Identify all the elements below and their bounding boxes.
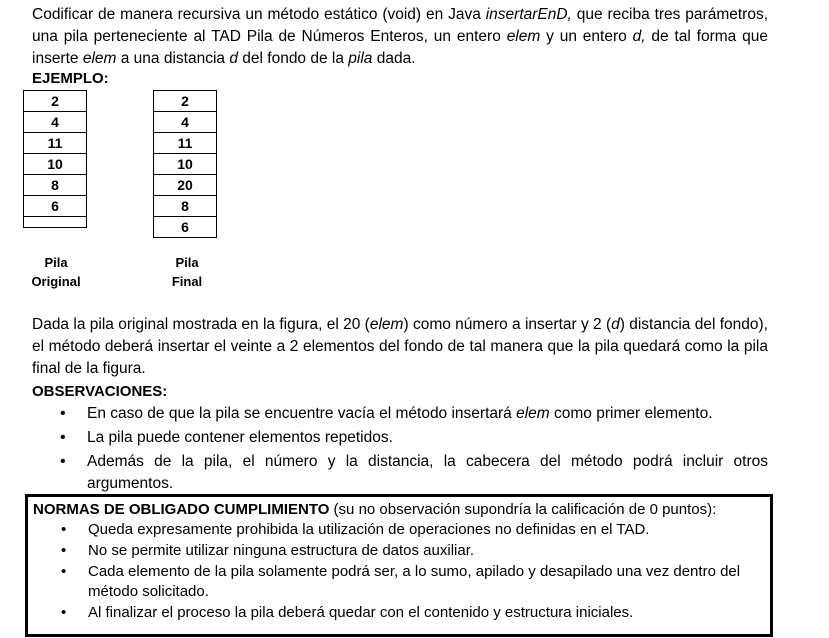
- list-item: [32, 403, 768, 425]
- elem-term: elem: [506, 28, 541, 45]
- elem-term: elem: [369, 316, 404, 333]
- d-term: d,: [632, 28, 646, 45]
- pila-term: pila: [348, 50, 373, 67]
- list-item: • La pila puede contener elementos repetidos.: [32, 427, 768, 449]
- observations-list: [32, 403, 768, 497]
- list-item: • Al finalizar el proceso la pila deberá quedar con el contenido y estructura iniciales.: [28, 603, 770, 623]
- intro-text: dada.: [372, 50, 416, 67]
- intro-text: que reciba tres parámetros, una pila perteneciente al TAD Pila de Números Enteros, un entero: [32, 6, 769, 45]
- original-stack: [23, 90, 87, 228]
- stack-cell: 10: [24, 154, 87, 175]
- original-stack-caption: [23, 253, 89, 291]
- elem-term: elem: [516, 405, 550, 422]
- list-item: • Queda expresamente prohibida la utilización de operaciones no definidas en el TAD.: [28, 520, 770, 540]
- intro-text: Codificar de manera recursiva un método estático (void) en Java: [32, 6, 486, 23]
- stack-cell: 11: [24, 133, 87, 154]
- caption-line: Pila: [175, 255, 199, 270]
- elem-term: elem: [82, 50, 117, 67]
- intro-text: a una distancia: [116, 50, 230, 67]
- stack-cell: 4: [24, 112, 87, 133]
- normas-title-rest: (su no observación supondría la calificación de 0 puntos):: [329, 501, 717, 518]
- d-term: d: [611, 316, 620, 333]
- caption-line: Original: [31, 274, 81, 289]
- stack-cell: 8: [24, 175, 87, 196]
- intro-text: del fondo de la: [237, 50, 349, 67]
- intro-text: de tal forma que inserte: [32, 28, 769, 67]
- normas-title-bold: NORMAS DE OBLIGADO CUMPLIMIENTO: [33, 501, 330, 518]
- observation-text: como primer elemento.: [549, 405, 713, 422]
- stack-cell: 10: [154, 154, 217, 175]
- list-item: • No se permite utilizar ninguna estructura de datos auxiliar.: [28, 541, 770, 561]
- caption-line: Pila: [44, 255, 68, 270]
- explanation-paragraph: [32, 314, 768, 380]
- intro-paragraph: [32, 4, 768, 70]
- example-heading: EJEMPLO:: [32, 70, 109, 87]
- final-stack: [153, 90, 217, 238]
- list-item: • Cada elemento de la pila solamente podrá ser, a lo sumo, apilado y desapilado una vez dentro del método solicitado.: [28, 562, 770, 602]
- list-item: • Además de la pila, el número y la distancia, la cabecera del método podrá incluir otros argumentos.: [32, 451, 768, 495]
- stack-empty-cell: [24, 217, 87, 228]
- stack-cell: 2: [24, 91, 87, 112]
- stack-cell: 8: [154, 196, 217, 217]
- stack-cell: 11: [154, 133, 217, 154]
- explanation-text: ) como número a insertar y 2 (: [403, 316, 612, 333]
- normas-list: [28, 520, 770, 623]
- stack-cell: 6: [154, 217, 217, 238]
- stack-cell: 4: [154, 112, 217, 133]
- normas-box: [25, 494, 773, 637]
- final-stack-caption: [154, 253, 220, 291]
- explanation-text: Dada la pila original mostrada en la figura, el 20 (: [32, 316, 370, 333]
- observation-text: En caso de que la pila se encuentre vacía el método insertará: [87, 405, 517, 422]
- normas-title: [33, 500, 770, 520]
- stack-cell: 2: [154, 91, 217, 112]
- caption-line: Final: [171, 274, 203, 289]
- d-term: d: [229, 50, 238, 67]
- explanation-text: ) distancia del fondo), el método deberá insertar el veinte a 2 elementos del fondo de tal manera que la pila quedará como la pila final de la figura.: [32, 316, 768, 377]
- method-name: insertarEnD,: [485, 6, 572, 23]
- observations-heading: OBSERVACIONES:: [32, 383, 168, 400]
- stack-cell: 6: [24, 196, 87, 217]
- intro-text: y un entero: [540, 28, 633, 45]
- stack-cell: 20: [154, 175, 217, 196]
